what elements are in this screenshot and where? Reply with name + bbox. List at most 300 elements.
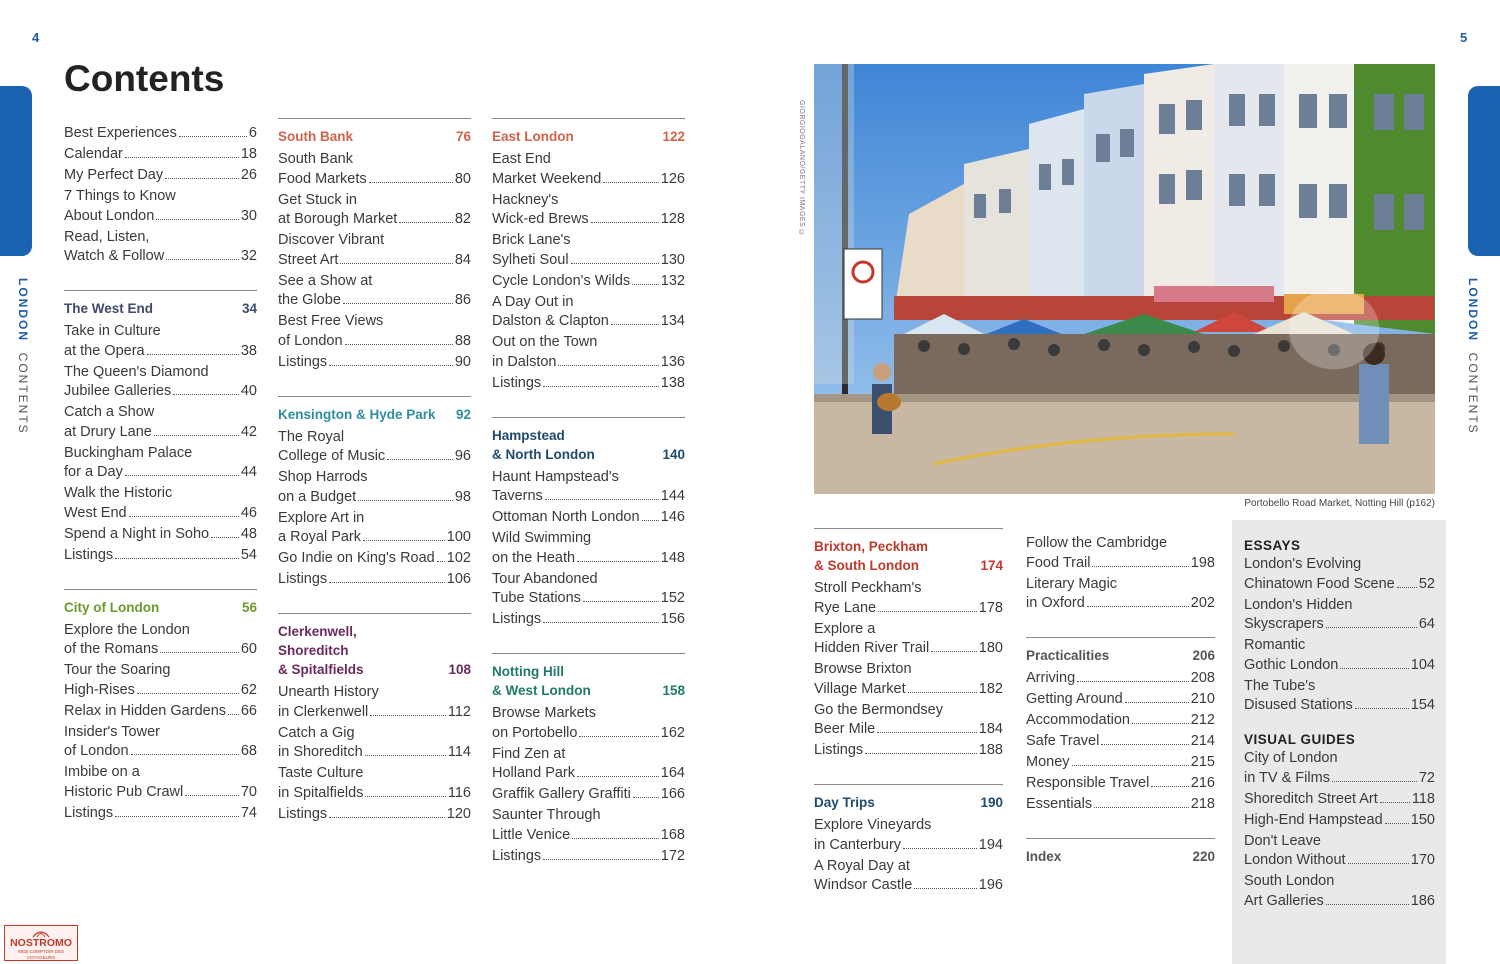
entry-title: of London xyxy=(64,743,129,759)
entry-title: on the Heath xyxy=(492,549,576,566)
toc-entry[interactable] xyxy=(1244,677,1435,716)
entry-title-line1: Catch a Gig xyxy=(278,724,355,741)
entry-title: Disused Stations xyxy=(1244,697,1353,713)
entry-page-number: 198 xyxy=(1190,554,1215,571)
portobello-market-photo xyxy=(814,64,1435,494)
toc-entry[interactable] xyxy=(1026,711,1215,731)
toc-entry[interactable] xyxy=(814,741,1003,761)
toc-entry[interactable] xyxy=(1244,555,1435,594)
entry-title: in Dalston xyxy=(492,353,557,370)
entry-page-number: 104 xyxy=(1410,656,1435,673)
entry-title: Money xyxy=(1026,754,1070,770)
entry-page-number: 144 xyxy=(660,488,685,504)
entry-row xyxy=(492,610,685,630)
toc-entry[interactable] xyxy=(278,191,471,230)
toc-column-3 xyxy=(492,112,685,868)
entry-title: London Without xyxy=(1244,852,1346,868)
entry-title-line1: Haunt Hampstead's xyxy=(492,468,619,485)
entry-row xyxy=(492,549,685,569)
entry-row xyxy=(814,639,1003,659)
entry-title: Street Art xyxy=(278,251,339,268)
toc-entry[interactable] xyxy=(64,228,257,267)
entry-row xyxy=(64,640,257,660)
page-title: Contents xyxy=(64,58,225,99)
dot-leader xyxy=(1092,566,1188,567)
dot-leader xyxy=(543,859,659,860)
entry-title-line1: Find Zen at xyxy=(492,745,566,762)
section-page-number: 56 xyxy=(241,599,257,615)
entry-row xyxy=(1026,795,1215,815)
entry-title-line1: Saunter Through xyxy=(492,807,601,823)
section-heading[interactable] xyxy=(492,426,685,464)
toc-entry[interactable] xyxy=(1244,790,1435,810)
entry-title: Listings xyxy=(492,374,542,391)
entry-title: Responsible Travel xyxy=(1026,775,1150,791)
entry-title: for a Day xyxy=(64,464,123,480)
toc-entry[interactable] xyxy=(64,403,257,442)
entry-page-number: 148 xyxy=(660,549,685,566)
dot-leader xyxy=(179,136,247,137)
entry-page-number: 134 xyxy=(660,313,685,329)
entry-title: in Oxford xyxy=(1026,595,1085,611)
section-rule xyxy=(278,613,471,614)
toc-entry[interactable] xyxy=(1026,732,1215,752)
section-heading[interactable] xyxy=(492,662,685,700)
entry-page-number: 96 xyxy=(454,448,471,464)
entry-title: Windsor Castle xyxy=(814,877,913,893)
toc-entry[interactable] xyxy=(814,579,1003,618)
toc-entry[interactable] xyxy=(278,549,471,569)
toc-entry[interactable] xyxy=(1244,811,1435,831)
section-name: Practicalities xyxy=(1026,648,1110,663)
dot-leader xyxy=(370,715,446,716)
entry-page-number: 26 xyxy=(240,167,257,183)
entry-row xyxy=(492,487,685,507)
entry-title: a Royal Park xyxy=(278,529,362,545)
features-sidebar xyxy=(1232,520,1446,964)
entry-title-line1: Hackney's xyxy=(492,191,559,208)
toc-entry[interactable] xyxy=(1244,832,1435,871)
entry-title-line1: London's Hidden xyxy=(1244,596,1353,613)
entry-row xyxy=(492,508,685,528)
entry-row xyxy=(278,251,471,271)
entry-row xyxy=(64,504,257,524)
toc-entry[interactable] xyxy=(64,702,257,722)
entry-page-number: 98 xyxy=(454,488,471,505)
section-rule xyxy=(278,118,471,119)
entry-row xyxy=(1244,851,1435,871)
entry-title-line1: City of London xyxy=(1244,750,1338,766)
entry-row xyxy=(492,170,685,190)
dot-leader xyxy=(632,284,659,285)
dot-leader xyxy=(329,365,453,366)
entry-title: Listings xyxy=(278,571,328,587)
entry-title-line1: Explore a xyxy=(814,620,876,637)
entry-title-line1: Don't Leave xyxy=(1244,832,1321,849)
toc-entry[interactable] xyxy=(64,525,257,545)
section-page-number: 92 xyxy=(455,406,471,422)
entry-row xyxy=(278,447,471,467)
entry-row xyxy=(492,764,685,784)
entry-row xyxy=(278,805,471,825)
entry-row xyxy=(1244,575,1435,595)
entry-page-number: 6 xyxy=(248,125,257,141)
photo-caption: Portobello Road Market, Notting Hill (p162) xyxy=(1244,498,1435,509)
toc-entry[interactable] xyxy=(492,150,685,189)
section-heading[interactable] xyxy=(492,127,685,146)
toc-entry[interactable] xyxy=(64,363,257,402)
entry-title-line1: Explore Vineyards xyxy=(814,817,932,833)
entry-title-line1: Browse Brixton xyxy=(814,661,912,677)
section-name: Clerkenwell, Shoreditch & Spitalfields xyxy=(278,624,364,677)
dot-leader xyxy=(545,499,659,500)
section-heading[interactable] xyxy=(278,622,471,679)
toc-entry[interactable] xyxy=(278,428,471,467)
entry-page-number: 178 xyxy=(978,599,1003,616)
entry-title: at the Opera xyxy=(64,342,145,359)
entry-title: College of Music xyxy=(278,448,386,464)
entry-page-number: 130 xyxy=(660,251,685,268)
section-page-number: 108 xyxy=(448,662,471,677)
toc-entry[interactable] xyxy=(278,312,471,351)
section-heading[interactable] xyxy=(64,598,257,617)
entry-title-line1: Out on the Town xyxy=(492,334,598,350)
toc-entry[interactable] xyxy=(492,191,685,230)
dot-leader xyxy=(154,435,239,436)
entry-row xyxy=(1244,615,1435,635)
entry-page-number: 106 xyxy=(446,571,471,587)
toc-entry[interactable] xyxy=(278,468,471,507)
dot-leader xyxy=(125,475,239,476)
dot-leader xyxy=(369,182,453,183)
toc-entry[interactable] xyxy=(492,570,685,609)
toc-entry[interactable] xyxy=(64,166,257,186)
toc-entry[interactable] xyxy=(492,785,685,805)
entry-page-number: 218 xyxy=(1190,796,1215,812)
running-head-bold: LONDON xyxy=(16,278,30,342)
entry-title: Rye Lane xyxy=(814,599,877,616)
entry-row xyxy=(814,680,1003,700)
visual-guides-list xyxy=(1244,749,1435,911)
toc-entry[interactable] xyxy=(492,374,685,394)
entry-page-number: 126 xyxy=(660,170,685,187)
section-page-number: 34 xyxy=(241,301,257,316)
market-street-illustration xyxy=(814,64,1435,494)
dot-leader xyxy=(358,500,453,501)
section-heading[interactable] xyxy=(1026,646,1215,665)
dot-leader xyxy=(1087,606,1189,607)
toc-entry[interactable] xyxy=(64,661,257,700)
entry-row xyxy=(1026,554,1215,574)
entry-row xyxy=(1244,769,1435,789)
toc-entry[interactable] xyxy=(492,468,685,507)
toc-entry[interactable] xyxy=(492,745,685,784)
dot-leader xyxy=(931,651,977,652)
entry-title-line1: Wild Swimming xyxy=(492,530,592,546)
entry-row xyxy=(64,166,257,186)
dot-leader xyxy=(129,516,239,517)
toc-entry[interactable] xyxy=(1244,872,1435,911)
entry-row xyxy=(64,207,257,227)
entry-title-line1: South London xyxy=(1244,873,1335,889)
entry-page-number: 136 xyxy=(660,353,685,370)
toc-entry[interactable] xyxy=(1244,596,1435,635)
entry-page-number: 38 xyxy=(240,342,257,359)
entry-title: Skyscrapers xyxy=(1244,616,1324,632)
toc-entry[interactable] xyxy=(1026,753,1215,773)
dot-leader xyxy=(603,182,658,183)
section-name: Brixton, Peckham & South London xyxy=(814,539,929,573)
toc-entry[interactable] xyxy=(278,724,471,763)
entry-page-number: 154 xyxy=(1410,697,1435,713)
section-page-number: 174 xyxy=(980,558,1003,573)
entry-page-number: 150 xyxy=(1410,811,1435,828)
entry-row xyxy=(814,599,1003,619)
toc-entry[interactable] xyxy=(492,508,685,528)
toc-entry[interactable] xyxy=(64,621,257,660)
entry-title-line1: Explore Art in xyxy=(278,509,365,526)
dot-leader xyxy=(399,222,453,223)
entry-title: Holland Park xyxy=(492,765,576,781)
entry-page-number: 152 xyxy=(660,590,685,606)
entry-page-number: 215 xyxy=(1190,754,1215,770)
entry-title: West End xyxy=(64,504,127,521)
toc-column-5 xyxy=(1026,534,1215,870)
entry-title: Taverns xyxy=(492,488,543,504)
toc-entry[interactable] xyxy=(64,723,257,762)
dot-leader xyxy=(1385,823,1409,824)
toc-entry[interactable] xyxy=(492,610,685,630)
toc-entry[interactable] xyxy=(1026,534,1215,573)
entry-title: Listings xyxy=(492,611,542,627)
entry-row xyxy=(814,876,1003,896)
entry-title-line1: See a Show at xyxy=(278,272,373,289)
toc-entry[interactable] xyxy=(814,701,1003,740)
toc-entry[interactable] xyxy=(1026,575,1215,614)
dot-leader xyxy=(1348,863,1409,864)
section-rule xyxy=(492,417,685,418)
entry-title: Tube Stations xyxy=(492,590,581,606)
toc-entry[interactable] xyxy=(278,509,471,548)
entry-title-line1: Taste Culture xyxy=(278,765,364,781)
entry-page-number: 60 xyxy=(240,641,257,657)
toc-entry[interactable] xyxy=(278,570,471,590)
dot-leader xyxy=(160,652,239,653)
toc-entry[interactable] xyxy=(64,145,257,165)
dot-leader xyxy=(543,622,659,623)
entry-page-number: 184 xyxy=(978,721,1003,737)
dot-leader xyxy=(577,561,659,562)
entry-title-line1: A Royal Day at xyxy=(814,857,910,874)
section-heading[interactable] xyxy=(814,793,1003,812)
entry-title-line1: Browse Markets xyxy=(492,705,596,721)
toc-entry[interactable] xyxy=(64,187,257,226)
toc-entry[interactable] xyxy=(1026,669,1215,689)
entry-page-number: 138 xyxy=(660,374,685,391)
entry-title: Dalston & Clapton xyxy=(492,313,609,329)
entry-title-line1: Romantic xyxy=(1244,637,1306,653)
dot-leader xyxy=(165,178,239,179)
toc-entry[interactable] xyxy=(1244,636,1435,675)
entry-row xyxy=(64,681,257,701)
toc-entry[interactable] xyxy=(278,353,471,373)
entry-row xyxy=(64,342,257,362)
entry-row xyxy=(1026,753,1215,773)
toc-entry[interactable] xyxy=(278,764,471,803)
dot-leader xyxy=(1094,807,1189,808)
toc-entry[interactable] xyxy=(278,683,471,722)
dot-leader xyxy=(1332,781,1417,782)
toc-entry[interactable] xyxy=(278,272,471,311)
entry-row xyxy=(278,291,471,311)
toc-entry[interactable] xyxy=(492,333,685,372)
entry-title: Market Weekend xyxy=(492,170,602,187)
toc-entry[interactable] xyxy=(814,620,1003,659)
dot-leader xyxy=(387,459,453,460)
running-head-bold: LONDON xyxy=(1466,278,1480,342)
entry-page-number: 210 xyxy=(1190,691,1215,707)
toc-entry[interactable] xyxy=(1026,774,1215,794)
chapter-tab-left xyxy=(0,86,32,256)
section-heading[interactable] xyxy=(64,299,257,318)
entry-title: Getting Around xyxy=(1026,691,1123,707)
entry-row xyxy=(64,804,257,824)
toc-entry[interactable] xyxy=(814,660,1003,699)
entry-row xyxy=(814,836,1003,856)
toc-entry[interactable] xyxy=(492,231,685,270)
entry-title-line1: The Royal xyxy=(278,428,345,445)
toc-entry[interactable] xyxy=(1026,690,1215,710)
dot-leader xyxy=(558,365,658,366)
running-head-right xyxy=(1466,278,1480,435)
entry-row xyxy=(1244,656,1435,676)
entry-page-number: 52 xyxy=(1418,575,1435,592)
entry-title: Arriving xyxy=(1026,670,1076,686)
entry-page-number: 62 xyxy=(240,681,257,698)
entry-row xyxy=(814,741,1003,761)
entry-title: of London xyxy=(278,332,343,349)
entry-title: Essentials xyxy=(1026,796,1093,812)
entry-title: on Portobello xyxy=(492,724,578,741)
dot-leader xyxy=(1101,744,1188,745)
dot-leader xyxy=(166,259,239,260)
dot-leader xyxy=(329,817,445,818)
entry-row xyxy=(492,785,685,805)
dot-leader xyxy=(345,344,453,345)
dot-leader xyxy=(173,394,239,395)
toc-entry[interactable] xyxy=(64,763,257,802)
entry-page-number: 30 xyxy=(240,207,257,224)
toc-entry[interactable] xyxy=(492,293,685,332)
entry-row xyxy=(492,251,685,271)
entry-page-number: 100 xyxy=(446,529,471,545)
entry-row xyxy=(278,570,471,590)
entry-page-number: 54 xyxy=(240,546,257,563)
entry-row xyxy=(278,170,471,190)
dot-leader xyxy=(437,561,445,562)
entry-row xyxy=(278,784,471,804)
entry-row xyxy=(278,332,471,352)
toc-entry[interactable] xyxy=(492,272,685,292)
dot-leader xyxy=(1125,702,1189,703)
entry-page-number: 46 xyxy=(240,504,257,521)
dot-leader xyxy=(903,848,977,849)
toc-entry[interactable] xyxy=(492,704,685,743)
dot-leader xyxy=(878,611,977,612)
entry-title: My Perfect Day xyxy=(64,167,164,183)
toc-entry[interactable] xyxy=(492,529,685,568)
toc-entry[interactable] xyxy=(492,847,685,867)
dot-leader xyxy=(1077,681,1189,682)
dot-leader xyxy=(572,838,659,839)
toc-entry[interactable] xyxy=(64,804,257,824)
dot-leader xyxy=(115,558,239,559)
entry-page-number: 102 xyxy=(446,550,471,566)
entry-title: Listings xyxy=(278,353,328,370)
entry-page-number: 80 xyxy=(454,170,471,187)
entry-page-number: 118 xyxy=(1411,790,1435,807)
section-heading[interactable] xyxy=(278,405,471,424)
stamp-name: NOSTROMO xyxy=(10,937,72,949)
toc-entry[interactable] xyxy=(1244,749,1435,788)
toc-entry[interactable] xyxy=(64,546,257,566)
entry-row xyxy=(64,145,257,165)
entry-row xyxy=(1244,811,1435,831)
toc-entry[interactable] xyxy=(64,124,257,144)
dot-leader xyxy=(877,732,977,733)
entry-title: on a Budget xyxy=(278,488,357,505)
entry-title: Listings xyxy=(492,847,542,864)
section-name: Day Trips xyxy=(814,795,875,810)
toc-column-2 xyxy=(278,112,471,826)
entry-title: in Spitalfields xyxy=(278,784,364,801)
dot-leader xyxy=(137,693,239,694)
entry-row xyxy=(64,382,257,402)
entry-title: Gothic London xyxy=(1244,656,1339,673)
stamp-subline: WEB COMPTOIR DES VOYAGEURS xyxy=(17,949,65,960)
toc-entry[interactable] xyxy=(278,805,471,825)
entry-row xyxy=(1244,790,1435,810)
toc-entry[interactable] xyxy=(64,484,257,523)
toc-entry[interactable] xyxy=(278,150,471,189)
entry-title: Ottoman North London xyxy=(492,509,640,525)
entry-title-line1: Buckingham Palace xyxy=(64,444,193,461)
toc-entry[interactable] xyxy=(814,816,1003,855)
entry-title-line1: Go the Bermondsey xyxy=(814,701,943,718)
toc-entry[interactable] xyxy=(278,231,471,270)
section-heading[interactable] xyxy=(1026,847,1215,866)
toc-entry[interactable] xyxy=(492,806,685,845)
entry-page-number: 68 xyxy=(240,743,257,759)
section-heading[interactable] xyxy=(814,537,1003,575)
entry-title-line1: Literary Magic xyxy=(1026,575,1118,592)
entry-title: Graffik Gallery Graffiti xyxy=(492,786,631,802)
section-heading[interactable] xyxy=(278,127,471,146)
toc-entry[interactable] xyxy=(1026,795,1215,815)
entry-page-number: 88 xyxy=(454,332,471,349)
toc-entry[interactable] xyxy=(64,444,257,483)
entry-title: in Clerkenwell xyxy=(278,703,369,720)
entry-title: Listings xyxy=(64,546,114,563)
entry-row xyxy=(278,549,471,569)
entry-page-number: 202 xyxy=(1190,595,1215,611)
toc-entry[interactable] xyxy=(814,857,1003,896)
entry-title: Jubilee Galleries xyxy=(64,383,172,399)
toc-entry[interactable] xyxy=(64,322,257,361)
section-rule xyxy=(492,653,685,654)
entry-row xyxy=(492,589,685,609)
dot-leader xyxy=(1326,904,1409,905)
